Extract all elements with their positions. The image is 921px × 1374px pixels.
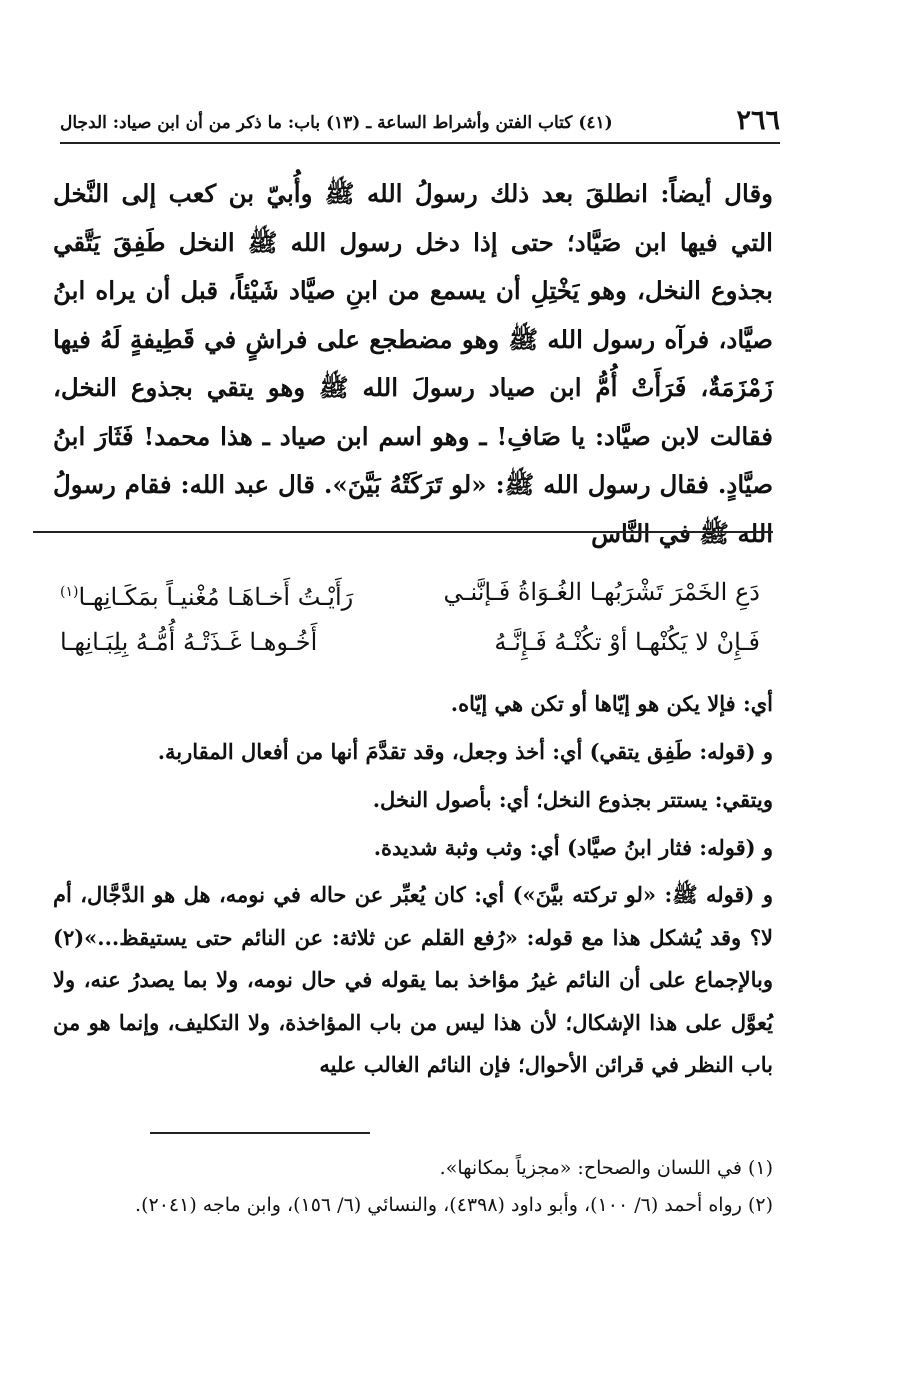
poem-verse-2 xyxy=(60,620,760,670)
verse-1-first-hemistich: دَعِ الخَمْرَ تَشْرَبُهـا الغُـوَاةُ فَـإنَّنـي xyxy=(443,578,760,606)
header-divider xyxy=(60,142,780,144)
page-number: ٢٦٦ xyxy=(736,105,780,136)
commentary-paragraph: و (قوله ﷺ: «لو تركته بيَّنَ») أي: كان يُعبِّر عن حاله في نومه، هل هو الدَّجَّال، أم لا؟ وقد يُشكل هذا مع قوله: «رُفع القلم عن ثلاثة: عن النائم حتى يستيقظ...»(٢) وبالإجماع على أن النائم غيرُ مؤاخذ بما يقوله في حال نومه، ولا بما يصدرُ عنه، ولا يُعوَّل على هذا الإشكال؛ لأن هذا ليس من باب المؤاخذة، ولا التكليف، وإنما هو من باب النظر في قرائن الأحوال؛ فإن النائم الغالب عليه xyxy=(53,882,773,1077)
running-head: (٤١) كتاب الفتن وأشراط الساعة ـ (١٣) باب: ما ذكر من أن ابن صياد: الدجال xyxy=(60,113,613,133)
commentary xyxy=(53,682,773,1091)
footnote-2: (٢) رواه أحمد (٦/ ١٠٠)، وأبو داود (٤٣٩٨)، والنسائي (٦/ ١٥٦)، وابن ماجه (٢٠٤١). xyxy=(135,1194,773,1216)
footnotes xyxy=(53,1150,773,1224)
footnote-divider xyxy=(150,1132,370,1134)
verse-1-second-hemistich: رَأَيْـتُ أَخـاهَـا مُغْنيـاً بمَكَـانِهـا$^{(١)}$ xyxy=(60,583,354,611)
section-divider xyxy=(33,531,773,533)
commentary-paragraph: و (قوله: فثار ابنُ صيَّاد) أي: وثب وثبة شديدة. xyxy=(373,835,773,860)
poem xyxy=(60,570,760,670)
page-header xyxy=(60,100,780,138)
footnote-1: (١) في اللسان والصحاح: «مجزياً بمكانها». xyxy=(439,1157,773,1179)
footnote-marker-1: (١) xyxy=(60,584,79,600)
commentary-paragraph: و (قوله: طَفِق يتقي) أي: أخذ وجعل، وقد تقدَّمَ أنها من أفعال المقاربة. xyxy=(157,739,773,764)
hadith-paragraph: وقال أيضاً: انطلقَ بعد ذلك رسولُ الله ﷺ وأُبيّ بن كعب إلى النَّخل التي فيها ابن صَيَّاد؛ حتى إذا دخل رسول الله ﷺ النخل طَفِقَ يَتَّقي بجذوع النخل، وهو يَخْتِلِ أن يسمع من ابنِ صيَّاد شَيْئاً، قبل أن يراه ابنُ صيَّاد، فرآه رسول الله ﷺ وهو مضطجع على فراشٍ في قَطِيفةٍ لَهُ فيها زَمْزَمَةٌ، فَرَأَتْ أُمُّ ابن صياد رسولَ الله ﷺ وهو يتقي بجذوع النخل، فقالت لابن صيَّاد: يا صَافِ! ـ وهو اسم ابن صياد ـ هذا محمد! فَثَارَ ابنُ صيَّادٍ. فقال رسول الله ﷺ: «لو تَرَكَتْهُ بَيَّنَ». قال عبد الله: فقام رسولُ الله ﷺ في النَّاس xyxy=(53,179,773,548)
verse-2-first-hemistich: فَـإِنْ لا يَكُنْهـا أوْ تكُنْـهُ فَـإِنَّـهُ xyxy=(494,628,760,656)
poem-verse-1 xyxy=(60,570,760,620)
commentary-paragraph: أي: فإلا يكن هو إيّاها أو تكن هي إيّاه. xyxy=(450,691,773,716)
commentary-paragraph: ويتقي: يستتر بجذوع النخل؛ أي: بأصول النخل. xyxy=(372,787,773,812)
verse-2-second-hemistich: أَخُـوهـا غَـذَتْـهُ أُمُّـهُ بِلِبَـانِهـا xyxy=(60,628,318,656)
hadith-text xyxy=(53,170,773,558)
